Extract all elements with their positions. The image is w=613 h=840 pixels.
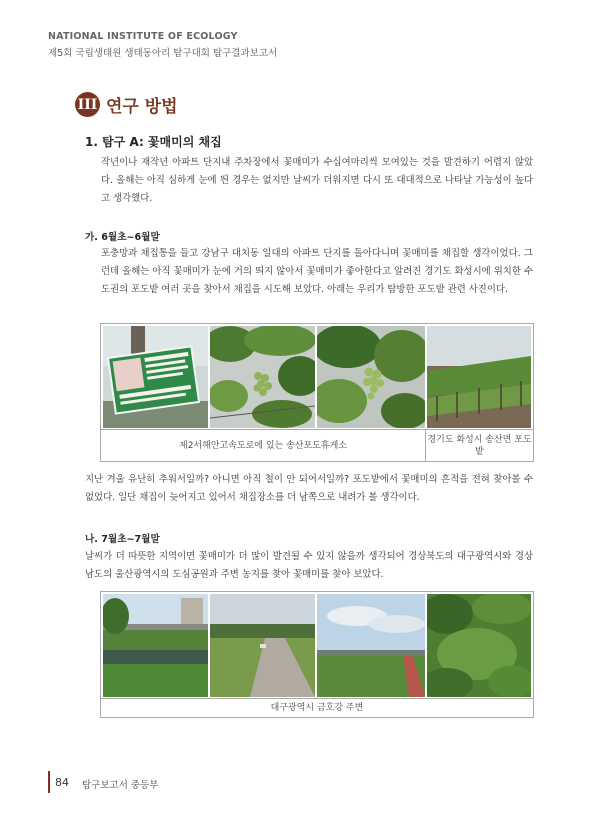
header-subtitle: 제5회 국립생태원 생태동아리 탐구대회 탐구결과보고서 [48,48,278,59]
rest-area-sign-photo [103,326,208,428]
vineyard-photo-panel [100,323,534,462]
section-heading [75,92,178,117]
river-photo-panel [100,591,534,718]
riverside-path-photo [210,594,315,697]
period2-text: 날씨가 더 따뜻한 지역이면 꽃매미가 더 많이 발견될 수 있지 않을까 생각되어 경상북도의 대구광역시와 경상남도의 울산광역시의 도심공원과 주변 농지를 찾아 꽃매미를 찾아 보았다. [85,551,533,580]
footer-divider [48,771,50,793]
section-numeral-badge: III [75,92,100,117]
period1-after-text: 지난 겨울 유난히 추워서일까? 아니면 아직 철이 안 되어서일까? 포도밭에서 꽃매미의 흔적을 전혀 찾아볼 수 없었다. 일단 채집이 늦어지고 있어서 채집장소를 더 남쪽으로 내려가 볼 생각이다. [85,474,533,503]
page-number: 84 [55,776,69,789]
caption-rest-area: 제2서해안고속도로에 있는 송산포도휴게소 [101,429,425,461]
section-title: 연구 방법 [106,97,178,117]
inquiry-intro: 작년이나 재작년 아파트 단지내 주차장에서 꽃매미가 수십여마리씩 모여있는 것을 발견하기 어렵지 않았다. 올해는 아직 심하게 눈에 띈 경우는 없지만 날씨가 더워지면 다시 또 대대적으로 나타날 가능성이 높다고 생각했다. [101,157,533,204]
overgrown-field-photo [427,594,531,697]
period1-text: 포충망과 채집통을 들고 강남구 대치동 일대의 아파트 단지를 돌아다니며 꽃매미를 채집할 생각이었다. 그런데 올해는 아직 꽃매미가 눈에 거의 띄지 않아서 꽃매미가 좋아한다고 알려진 경기도 화성시에 위치한 수도권의 포도밭 여러 곳을 찾아서 채집을 시도해 보았다. 아래는 우리가 탐방한 포도밭 관련 사진이다. [101,248,533,295]
river-bank-photo [317,594,425,697]
period2-title: 나. 7월초~7월말 [85,534,160,545]
river-bridge-photo [103,594,208,697]
grape-leaves-photo [317,326,425,428]
vineyard-rows-photo [427,326,531,428]
caption-vineyard: 경기도 화성시 송산면 포도밭 [425,429,533,461]
period1-title: 가. 6월초~6월말 [85,232,160,243]
header-org: NATIONAL INSTITUTE OF ECOLOGY [48,31,238,42]
grape-vine-photo [210,326,315,428]
inquiry-title: 1. 탐구 A: 꽃매미의 채집 [85,135,222,149]
caption-geumho-river: 대구광역시 금호강 주변 [101,698,533,717]
footer-label: 탐구보고서 중등부 [82,780,159,791]
